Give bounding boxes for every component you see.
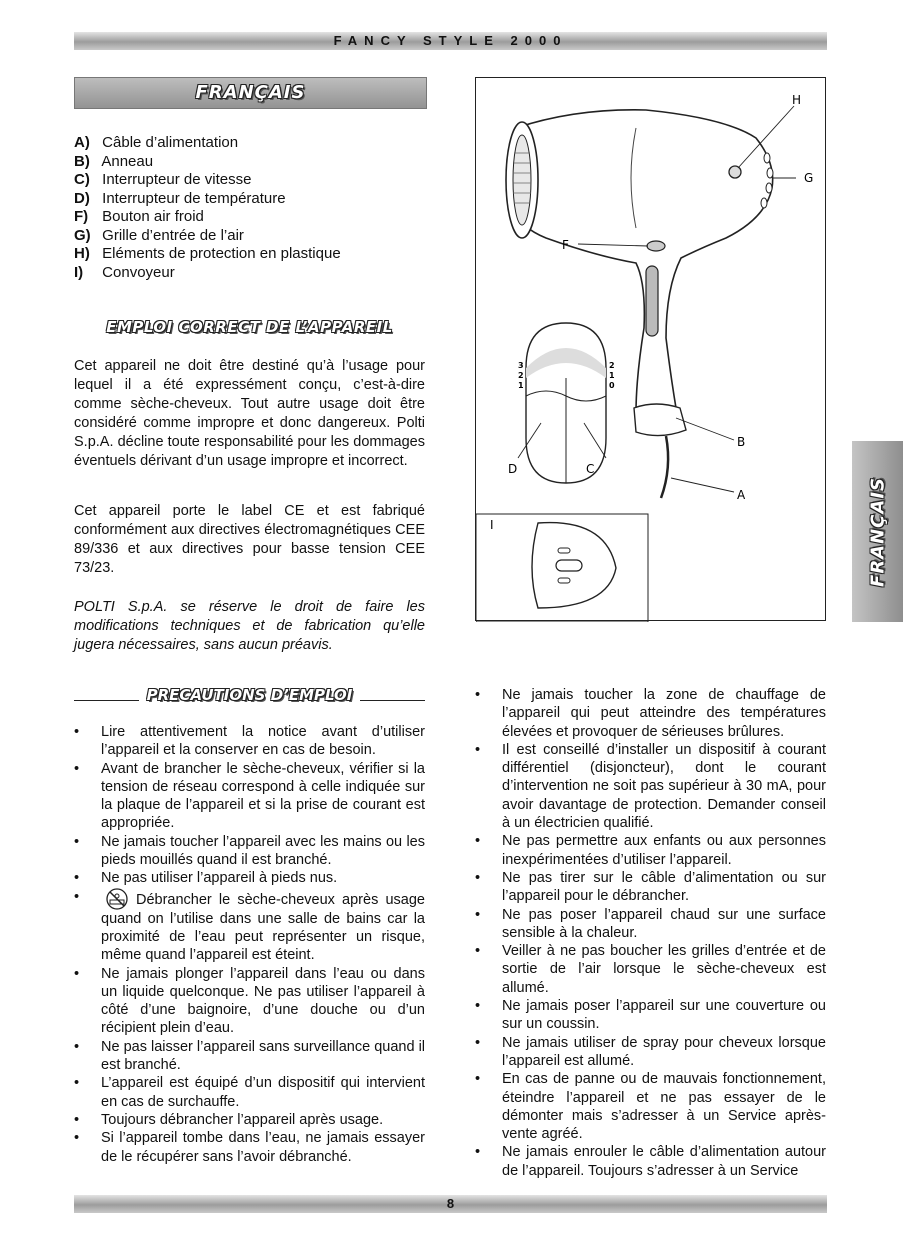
section-title-correct-use bbox=[74, 318, 425, 336]
label-b: B bbox=[737, 435, 746, 449]
precautions-list-right bbox=[475, 686, 826, 1180]
list-item bbox=[74, 208, 341, 227]
list-item bbox=[74, 869, 425, 887]
list-item bbox=[74, 245, 341, 264]
list-item-text: En cas de panne ou de mauvais fonctionnement, éteindre l’appareil et ne pas essayer de le démonter mais s’adresser à un Service après-vente agréé. bbox=[502, 1071, 826, 1143]
label-i: I bbox=[490, 518, 494, 532]
paragraph-ce-label: Cet appareil porte le label CE et est fabriqué conformément aux directives électromagnétiques CEE 89/336 et aux directives pour basse tension CEE 73/23. bbox=[74, 503, 425, 576]
part-text: Eléments de protection en plastique bbox=[102, 245, 341, 262]
list-item-text: Ne pas permettre aux enfants ou aux personnes inexpérimentées d’utiliser l’appareil. bbox=[502, 833, 826, 868]
list-item-text: Ne jamais poser l’appareil sur une couverture ou sur un coussin. bbox=[502, 998, 826, 1033]
label-g: G bbox=[804, 171, 814, 185]
list-item-text: Lire attentivement la notice avant d’utiliser l’appareil et la conserver en cas de besoin. bbox=[101, 724, 425, 759]
part-letter: F) bbox=[74, 208, 89, 225]
side-tab-label: FRANÇAIS bbox=[867, 476, 888, 587]
list-item bbox=[74, 227, 341, 246]
list-item bbox=[74, 1129, 425, 1166]
section-title-precautions bbox=[74, 686, 425, 704]
list-item bbox=[74, 190, 341, 209]
list-item bbox=[74, 264, 341, 283]
list-item bbox=[475, 1034, 826, 1071]
part-letter: G) bbox=[74, 226, 91, 244]
part-text: Interrupteur de vitesse bbox=[102, 171, 252, 188]
list-item-text: Ne pas laisser l’appareil sans surveillance quand il est branché. bbox=[101, 1038, 426, 1074]
list-item-text: Ne jamais enrouler le câble d’alimentation autour de l’appareil. Toujours s’adresser à un Service bbox=[502, 1144, 826, 1179]
part-letter: I) bbox=[74, 263, 84, 281]
list-item-text: Toujours débrancher l’appareil après usage. bbox=[101, 1111, 384, 1128]
switch-mark-left: 1 bbox=[518, 381, 524, 390]
title-rule bbox=[360, 700, 425, 701]
list-item-text: Avant de brancher le sèche-cheveux, vérifier si la tension de réseau correspond à celle indiquée sur la plaque de l’appareil et si la prise de courant est appropriée. bbox=[101, 760, 425, 832]
header-bar bbox=[74, 32, 827, 50]
list-item bbox=[475, 1143, 826, 1180]
list-item-text: Veiller à ne pas boucher les grilles d’entrée et de sortie de l’air lorsque le sèche-cheveux est allumé. bbox=[502, 943, 826, 996]
part-text: Grille d’entrée de l’air bbox=[102, 226, 244, 244]
part-letter: A) bbox=[74, 134, 90, 151]
list-item bbox=[475, 686, 826, 741]
label-d: D bbox=[508, 462, 518, 476]
list-item-text: Ne jamais toucher la zone de chauffage de l’appareil qui peut atteindre des températures élevées et provoquer de sérieuses brûlures. bbox=[502, 687, 826, 740]
list-item-text: Ne pas tirer sur le câble d’alimentation ou sur l’appareil pour le débrancher. bbox=[502, 869, 826, 905]
document-title: FANCY STYLE 2000 bbox=[333, 33, 568, 48]
list-item bbox=[74, 1074, 425, 1111]
no-bath-warning-icon bbox=[101, 888, 133, 910]
page-number: 8 bbox=[446, 1196, 455, 1211]
precautions-list-left bbox=[74, 723, 425, 1166]
switch-mark-left: 3 bbox=[518, 361, 524, 370]
list-item bbox=[475, 832, 826, 869]
part-text: Anneau bbox=[101, 152, 154, 170]
list-item bbox=[74, 833, 425, 870]
part-letter: C) bbox=[74, 171, 90, 188]
switch-mark-right: 1 bbox=[609, 371, 615, 380]
list-item bbox=[74, 888, 425, 965]
part-letter: B) bbox=[74, 152, 90, 170]
switch-mark-right: 0 bbox=[609, 381, 615, 390]
switch-mark-right: 2 bbox=[609, 361, 615, 370]
language-title: FRANÇAIS bbox=[195, 82, 306, 103]
list-item bbox=[74, 171, 341, 190]
part-text: Interrupteur de température bbox=[102, 189, 286, 207]
label-f: F bbox=[562, 238, 569, 252]
hair-dryer-diagram bbox=[475, 77, 826, 621]
part-letter: D) bbox=[74, 189, 90, 207]
section-heading: EMPLOI CORRECT DE L’APPAREIL bbox=[106, 318, 393, 336]
list-item-text: Ne jamais utiliser de spray pour cheveux lorsque l’appareil est allumé. bbox=[502, 1034, 826, 1069]
paragraph-modifications: POLTI S.p.A. se réserve le droit de faire les modifications techniques et de fabrication qu’elle jugera nécessaires, sans aucun préavis. bbox=[74, 599, 425, 653]
part-text: Convoyeur bbox=[102, 263, 175, 281]
list-item bbox=[475, 942, 826, 997]
section-heading: PRECAUTIONS D’EMPLOI bbox=[146, 686, 353, 704]
list-item-text: Ne pas utiliser l’appareil à pieds nus. bbox=[101, 870, 338, 887]
label-h: H bbox=[792, 93, 802, 107]
part-text: Câble d’alimentation bbox=[102, 134, 239, 151]
list-item-text: Il est conseillé d’installer un dispositif à courant différentiel (disjoncteur), dont le courant d’intervention ne soit pas supérieur à 30 mA, pour avoir davantage de protection. Demander conseil à un électricien qualifié. bbox=[502, 741, 826, 832]
title-rule bbox=[74, 700, 139, 701]
list-item bbox=[74, 723, 425, 760]
list-item bbox=[475, 1070, 826, 1143]
list-item bbox=[74, 965, 425, 1038]
list-item bbox=[74, 760, 425, 833]
list-item-text: L’appareil est équipé d’un dispositif qui intervient en cas de surchauffe. bbox=[101, 1075, 425, 1110]
part-text: Bouton air froid bbox=[102, 208, 204, 225]
paragraph-correct-use: Cet appareil ne doit être destiné qu’à l’usage pour lequel il a été expressément conçu, c’est-à-dire comme sèche-cheveux. Tout autre usage doit être considéré comme impropre et donc dangereux. Polti S.p.A. décline toute responsabilité pour les dommages éventuels dérivant d’un usage impropre et incorrect. bbox=[74, 358, 425, 469]
list-item-text: Ne pas poser l’appareil chaud sur une surface sensible à la chaleur. bbox=[502, 906, 826, 941]
parts-list bbox=[74, 134, 341, 282]
list-item bbox=[74, 153, 341, 172]
part-letter: H) bbox=[74, 245, 90, 262]
list-item bbox=[475, 997, 826, 1034]
label-c: C bbox=[586, 462, 595, 476]
list-item-text: Ne jamais plonger l’appareil dans l’eau ou dans un liquide quelconque. Ne pas utiliser l’appareil à côté d’une baignoire, d’une douche ou d’un récipient plein d’eau. bbox=[101, 965, 425, 1037]
list-item bbox=[475, 906, 826, 943]
language-title-box bbox=[74, 77, 427, 109]
footer-bar bbox=[74, 1195, 827, 1213]
list-item-text: Si l’appareil tombe dans l’eau, ne jamais essayer de le récupérer sans l’avoir débranché. bbox=[101, 1130, 425, 1165]
language-side-tab bbox=[852, 441, 903, 622]
list-item-text: Ne jamais toucher l’appareil avec les mains ou les pieds mouillés quand il est branché. bbox=[101, 833, 425, 869]
list-item bbox=[74, 134, 341, 153]
list-item-text: Débrancher le sèche-cheveux après usage quand on l’utilise dans une salle de bains car la proximité de l’eau peut représenter un risque, même quand l’appareil est éteint. bbox=[101, 891, 425, 964]
switch-mark-left: 2 bbox=[518, 371, 524, 380]
list-item bbox=[475, 869, 826, 906]
list-item bbox=[74, 1038, 425, 1075]
list-item bbox=[475, 741, 826, 832]
label-a: A bbox=[737, 488, 746, 502]
list-item bbox=[74, 1111, 425, 1129]
